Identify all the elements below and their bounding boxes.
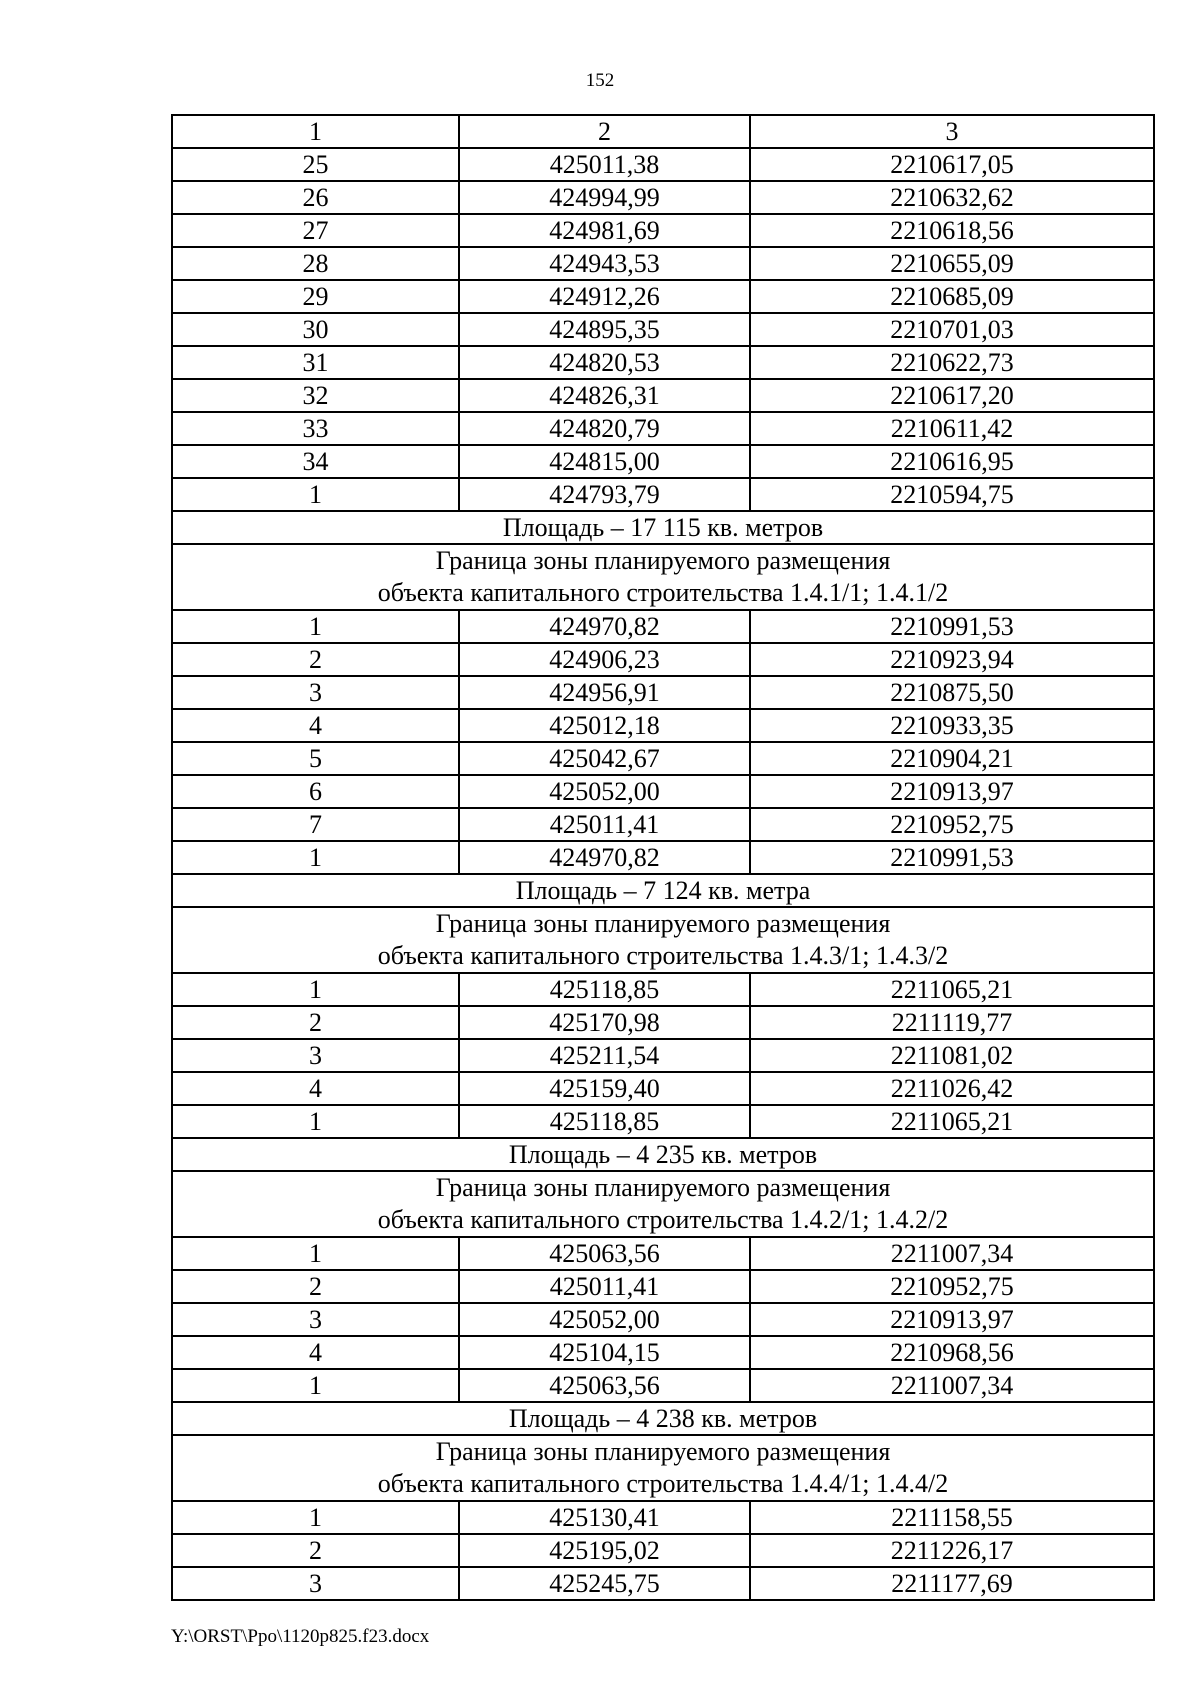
point-number-cell: 29: [172, 280, 459, 313]
table-row: [172, 1303, 1154, 1336]
y-coordinate-cell: 2210875,50: [750, 676, 1154, 709]
point-number-cell: 28: [172, 247, 459, 280]
point-number-cell: 1: [172, 1501, 459, 1534]
table-row: [172, 1369, 1154, 1402]
point-number-cell: 30: [172, 313, 459, 346]
section-heading-row: [172, 544, 1154, 610]
y-coordinate-cell: 2210952,75: [750, 808, 1154, 841]
table-row: [172, 1039, 1154, 1072]
x-coordinate-cell: 425159,40: [459, 1072, 750, 1105]
table-row: [172, 280, 1154, 313]
table-row: [172, 1336, 1154, 1369]
point-number-cell: 34: [172, 445, 459, 478]
point-number-cell: 1: [172, 1105, 459, 1138]
point-number-cell: 7: [172, 808, 459, 841]
y-coordinate-cell: 2211065,21: [750, 973, 1154, 1006]
area-summary-cell: Площадь – 17 115 кв. метров: [172, 511, 1154, 544]
y-coordinate-cell: 2210913,97: [750, 775, 1154, 808]
table-row: [172, 478, 1154, 511]
y-coordinate-cell: 2210685,09: [750, 280, 1154, 313]
x-coordinate-cell: 425042,67: [459, 742, 750, 775]
point-number-cell: 2: [172, 643, 459, 676]
table-row: [172, 1534, 1154, 1567]
page-number: 152: [585, 70, 615, 91]
y-coordinate-cell: 2211226,17: [750, 1534, 1154, 1567]
x-coordinate-cell: 424815,00: [459, 445, 750, 478]
x-coordinate-cell: 424956,91: [459, 676, 750, 709]
x-coordinate-cell: 424906,23: [459, 643, 750, 676]
area-summary-cell: Площадь – 7 124 кв. метра: [172, 874, 1154, 907]
point-number-cell: 3: [172, 676, 459, 709]
point-number-cell: 32: [172, 379, 459, 412]
section-heading-row: [172, 1171, 1154, 1237]
y-coordinate-cell: 2210904,21: [750, 742, 1154, 775]
table-row: [172, 181, 1154, 214]
point-number-cell: 2: [172, 1534, 459, 1567]
x-coordinate-cell: 425195,02: [459, 1534, 750, 1567]
x-coordinate-cell: 425245,75: [459, 1567, 750, 1600]
y-coordinate-cell: 2210594,75: [750, 478, 1154, 511]
table-row: [172, 1105, 1154, 1138]
x-coordinate-cell: 425170,98: [459, 1006, 750, 1039]
point-number-cell: 26: [172, 181, 459, 214]
y-coordinate-cell: 2210617,05: [750, 148, 1154, 181]
x-coordinate-cell: 424793,79: [459, 478, 750, 511]
point-number-cell: 1: [172, 841, 459, 874]
x-coordinate-cell: 424970,82: [459, 610, 750, 643]
section-heading-cell: [172, 1435, 1154, 1501]
point-number-cell: 27: [172, 214, 459, 247]
coordinates-table-container: [171, 114, 1153, 1601]
y-coordinate-cell: 2210632,62: [750, 181, 1154, 214]
table-row: [172, 313, 1154, 346]
y-coordinate-cell: 2210991,53: [750, 841, 1154, 874]
x-coordinate-cell: 424820,53: [459, 346, 750, 379]
table-row: [172, 346, 1154, 379]
y-coordinate-cell: 2210991,53: [750, 610, 1154, 643]
x-coordinate-cell: 424820,79: [459, 412, 750, 445]
point-number-cell: 33: [172, 412, 459, 445]
section-heading-line: объекта капитального строительства 1.4.2/1; 1.4.2/2: [377, 1205, 949, 1234]
x-coordinate-cell: 424994,99: [459, 181, 750, 214]
y-coordinate-cell: 2210611,42: [750, 412, 1154, 445]
x-coordinate-cell: 425052,00: [459, 1303, 750, 1336]
point-number-cell: 1: [172, 478, 459, 511]
point-number-cell: 25: [172, 148, 459, 181]
table-row: [172, 973, 1154, 1006]
x-coordinate-cell: 425063,56: [459, 1369, 750, 1402]
coordinates-table-body: [172, 115, 1154, 1600]
area-summary-row: [172, 511, 1154, 544]
table-row: [172, 775, 1154, 808]
table-row: [172, 1006, 1154, 1039]
point-number-cell: 4: [172, 709, 459, 742]
y-coordinate-cell: 2210952,75: [750, 1270, 1154, 1303]
x-coordinate-cell: 425011,41: [459, 1270, 750, 1303]
table-row: [172, 1072, 1154, 1105]
area-summary-cell: Площадь – 4 238 кв. метров: [172, 1402, 1154, 1435]
point-number-cell: 31: [172, 346, 459, 379]
y-coordinate-cell: 2211007,34: [750, 1369, 1154, 1402]
point-number-cell: 3: [172, 1039, 459, 1072]
point-number-cell: 1: [172, 973, 459, 1006]
y-coordinate-cell: 2211177,69: [750, 1567, 1154, 1600]
y-coordinate-cell: 2210655,09: [750, 247, 1154, 280]
table-row: [172, 676, 1154, 709]
x-coordinate-cell: 425011,41: [459, 808, 750, 841]
x-coordinate-cell: 425211,54: [459, 1039, 750, 1072]
section-heading-line: Граница зоны планируемого размещения: [435, 1173, 891, 1202]
section-heading-line: Граница зоны планируемого размещения: [435, 546, 891, 575]
point-number-cell: 4: [172, 1072, 459, 1105]
y-coordinate-cell: 2210701,03: [750, 313, 1154, 346]
y-coordinate-cell: 2211026,42: [750, 1072, 1154, 1105]
table-row: [172, 1237, 1154, 1270]
x-coordinate-cell: 424981,69: [459, 214, 750, 247]
section-heading-line: объекта капитального строительства 1.4.3/1; 1.4.3/2: [377, 941, 949, 970]
point-number-cell: 5: [172, 742, 459, 775]
point-number-cell: 3: [172, 1303, 459, 1336]
y-coordinate-cell: 2210622,73: [750, 346, 1154, 379]
table-header-row: [172, 115, 1154, 148]
y-coordinate-cell: 2210933,35: [750, 709, 1154, 742]
section-heading-line: Граница зоны планируемого размещения: [435, 1437, 891, 1466]
section-heading-cell: [172, 1171, 1154, 1237]
table-row: [172, 412, 1154, 445]
table-row: [172, 379, 1154, 412]
x-coordinate-cell: 425130,41: [459, 1501, 750, 1534]
area-summary-row: [172, 874, 1154, 907]
table-row: [172, 643, 1154, 676]
point-number-cell: 1: [172, 1237, 459, 1270]
y-coordinate-cell: 2210617,20: [750, 379, 1154, 412]
x-coordinate-cell: 425052,00: [459, 775, 750, 808]
section-heading-line: объекта капитального строительства 1.4.1/1; 1.4.1/2: [377, 578, 949, 607]
point-number-cell: 1: [172, 1369, 459, 1402]
x-coordinate-cell: 425012,18: [459, 709, 750, 742]
header-cell-x: 2: [459, 115, 750, 148]
x-coordinate-cell: 424943,53: [459, 247, 750, 280]
document-file-path: Y:\ORST\Ppo\1120p825.f23.docx: [171, 1626, 430, 1647]
table-row: [172, 610, 1154, 643]
point-number-cell: 6: [172, 775, 459, 808]
coordinates-table: [171, 114, 1155, 1601]
table-row: [172, 148, 1154, 181]
x-coordinate-cell: 424970,82: [459, 841, 750, 874]
section-heading-row: [172, 1435, 1154, 1501]
header-cell-y: 3: [750, 115, 1154, 148]
x-coordinate-cell: 425011,38: [459, 148, 750, 181]
table-row: [172, 214, 1154, 247]
area-summary-cell: Площадь – 4 235 кв. метров: [172, 1138, 1154, 1171]
y-coordinate-cell: 2210913,97: [750, 1303, 1154, 1336]
x-coordinate-cell: 425063,56: [459, 1237, 750, 1270]
x-coordinate-cell: 425104,15: [459, 1336, 750, 1369]
section-heading-line: объекта капитального строительства 1.4.4/1; 1.4.4/2: [377, 1469, 949, 1498]
y-coordinate-cell: 2211007,34: [750, 1237, 1154, 1270]
area-summary-row: [172, 1402, 1154, 1435]
section-heading-line: Граница зоны планируемого размещения: [435, 909, 891, 938]
table-row: [172, 445, 1154, 478]
table-row: [172, 841, 1154, 874]
y-coordinate-cell: 2211119,77: [750, 1006, 1154, 1039]
y-coordinate-cell: 2211158,55: [750, 1501, 1154, 1534]
x-coordinate-cell: 425118,85: [459, 1105, 750, 1138]
table-row: [172, 709, 1154, 742]
section-heading-cell: [172, 907, 1154, 973]
section-heading-row: [172, 907, 1154, 973]
point-number-cell: 2: [172, 1006, 459, 1039]
x-coordinate-cell: 425118,85: [459, 973, 750, 1006]
y-coordinate-cell: 2210923,94: [750, 643, 1154, 676]
y-coordinate-cell: 2210616,95: [750, 445, 1154, 478]
y-coordinate-cell: 2210968,56: [750, 1336, 1154, 1369]
section-heading-cell: [172, 544, 1154, 610]
table-row: [172, 247, 1154, 280]
table-row: [172, 1501, 1154, 1534]
point-number-cell: 3: [172, 1567, 459, 1600]
table-row: [172, 742, 1154, 775]
point-number-cell: 4: [172, 1336, 459, 1369]
area-summary-row: [172, 1138, 1154, 1171]
point-number-cell: 1: [172, 610, 459, 643]
x-coordinate-cell: 424912,26: [459, 280, 750, 313]
point-number-cell: 2: [172, 1270, 459, 1303]
header-cell-point: 1: [172, 115, 459, 148]
x-coordinate-cell: 424826,31: [459, 379, 750, 412]
x-coordinate-cell: 424895,35: [459, 313, 750, 346]
table-row: [172, 1270, 1154, 1303]
y-coordinate-cell: 2211081,02: [750, 1039, 1154, 1072]
table-row: [172, 1567, 1154, 1600]
y-coordinate-cell: 2210618,56: [750, 214, 1154, 247]
table-row: [172, 808, 1154, 841]
y-coordinate-cell: 2211065,21: [750, 1105, 1154, 1138]
